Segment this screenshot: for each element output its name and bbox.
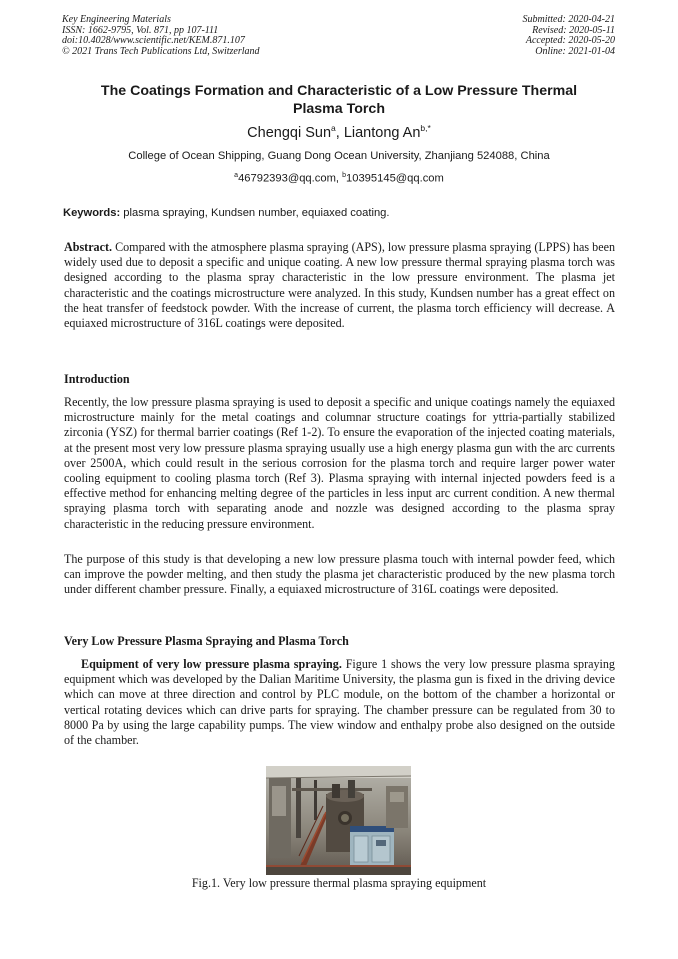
author-list [0, 123, 678, 141]
email-list [0, 172, 678, 185]
equipment-paragraph [64, 657, 615, 748]
keywords-text: plasma spraying, Kundsen number, equiaxed coating. [120, 207, 390, 219]
abstract-text: Compared with the atmosphere plasma spraying (APS), low pressure plasma spraying (LPPS) has been widely used due to deposit a specific and unique coating. A new low pressure thermal spraying plasma torch was designed according to the plasma spray characteristic in the low pressure environment. The plasma jet characteristic and the coatings microstructure were analyzed. In this study, Kundsen number has a great effect on the heat transfer of feedstock powder. With the increase of current, the plasma torch efficiency will decrease. A equiaxed microstructure of 316L coatings were deposited. [64, 240, 615, 331]
abstract-label: Abstract. [64, 240, 113, 254]
title-line-1: The Coatings Formation and Characteristic of a Low Pressure Thermal [100, 83, 578, 99]
date-online: Online: 2021-01-04 [535, 45, 615, 57]
journal-name: Key Engineering Materials [62, 14, 171, 25]
email-b-sup: b [342, 172, 347, 179]
journal-copyright: © 2021 Trans Tech Publications Ltd, Switzerland [62, 45, 260, 57]
date-accepted: Accepted: 2020-05-20 [525, 35, 615, 46]
equipment-subheading: Equipment of very low pressure plasma spraying. [81, 657, 342, 671]
keywords-label: Keywords: [63, 207, 121, 219]
author-2: Liantong An [343, 124, 421, 141]
introduction-heading: Introduction [64, 372, 130, 386]
email-b: 10395145@qq.com [346, 172, 444, 185]
journal-header [62, 15, 260, 57]
intro-para-1-text: Recently, the low pressure plasma spraying is used to deposit a specific and unique coatings namely the equiaxed microstructure mainly for the metal coatings and columnar structure coatings for yttria-partially stabilized zirconia (YSZ) for thermal barrier coatings (Ref 1-2). To ensure the evaporation of the injected coating materials, at the present most very low pressure plasma spraying usually use a high energy plasma gun with the arc currents over 2500A, which could result in the serious corrosion for the plasma torch and require larger power water cooling equipment to cooling plasma torch (Ref 3). Plasma spraying with internal injected powders feed is a effective method for enhancing melting degree of the particles in less input arc current condition. A new thermal spraying plasma torch with separating anode and nozzle was designed according to the plasma spray characteristic in the reducing pressure environment. [64, 395, 615, 531]
introduction-paragraph-2 [64, 552, 615, 598]
email-a-sup: a [234, 172, 239, 179]
author-1: Chengqi Sun [247, 124, 332, 141]
paper-title [60, 82, 618, 118]
keywords [63, 207, 390, 219]
author-separator: , [335, 124, 344, 141]
journal-issn: ISSN: 1662-9795, Vol. 871, pp 107-111 [62, 24, 219, 36]
date-revised: Revised: 2020-05-11 [532, 24, 615, 36]
date-submitted: Submitted: 2020-04-21 [522, 14, 615, 25]
figure-caption: Fig.1. Very low pressure thermal plasma spraying equipment [191, 876, 487, 890]
equipment-photo-drawing [266, 766, 411, 875]
section-heading: Very Low Pressure Plasma Spraying and Plasma Torch [64, 634, 349, 648]
dates-header [523, 15, 616, 57]
affiliation: College of Ocean Shipping, Guang Dong Ocean University, Zhanjiang 524088, China [128, 150, 550, 162]
title-line-2: Plasma Torch [293, 101, 385, 117]
author-2-sup: b,* [420, 123, 431, 133]
email-a: 46792393@qq.com, [238, 172, 343, 185]
equipment-photo [266, 766, 411, 875]
intro-para-2-text: The purpose of this study is that developing a new low pressure plasma touch with internal powder feed, which can improve the powder melting, and then study the plasma jet characteristic produced by the new plasma torch under different chamber pressure. Finally, a equiaxed microstructure of 316L coatings were deposited. [64, 552, 615, 597]
abstract [64, 240, 615, 331]
introduction-paragraph-1 [64, 395, 615, 532]
author-1-sup: a [331, 123, 336, 133]
equipment-text: Figure 1 shows the very low pressure plasma spraying equipment which was developed by the Dalian Maritime University, the plasma gun is fixed in the driving device which can move at three direction and control by PLC module, on the bottom of the chamber a horizontal or vertical rotating devices which can drive parts for spraying. The chamber pressure can be regulated from 30 to 8000 Pa by using the large capability pumps. The view window and enthalpy probe also designed on the outside of the chamber. [64, 657, 615, 748]
journal-doi: doi:10.4028/www.scientific.net/KEM.871.107 [62, 35, 245, 46]
